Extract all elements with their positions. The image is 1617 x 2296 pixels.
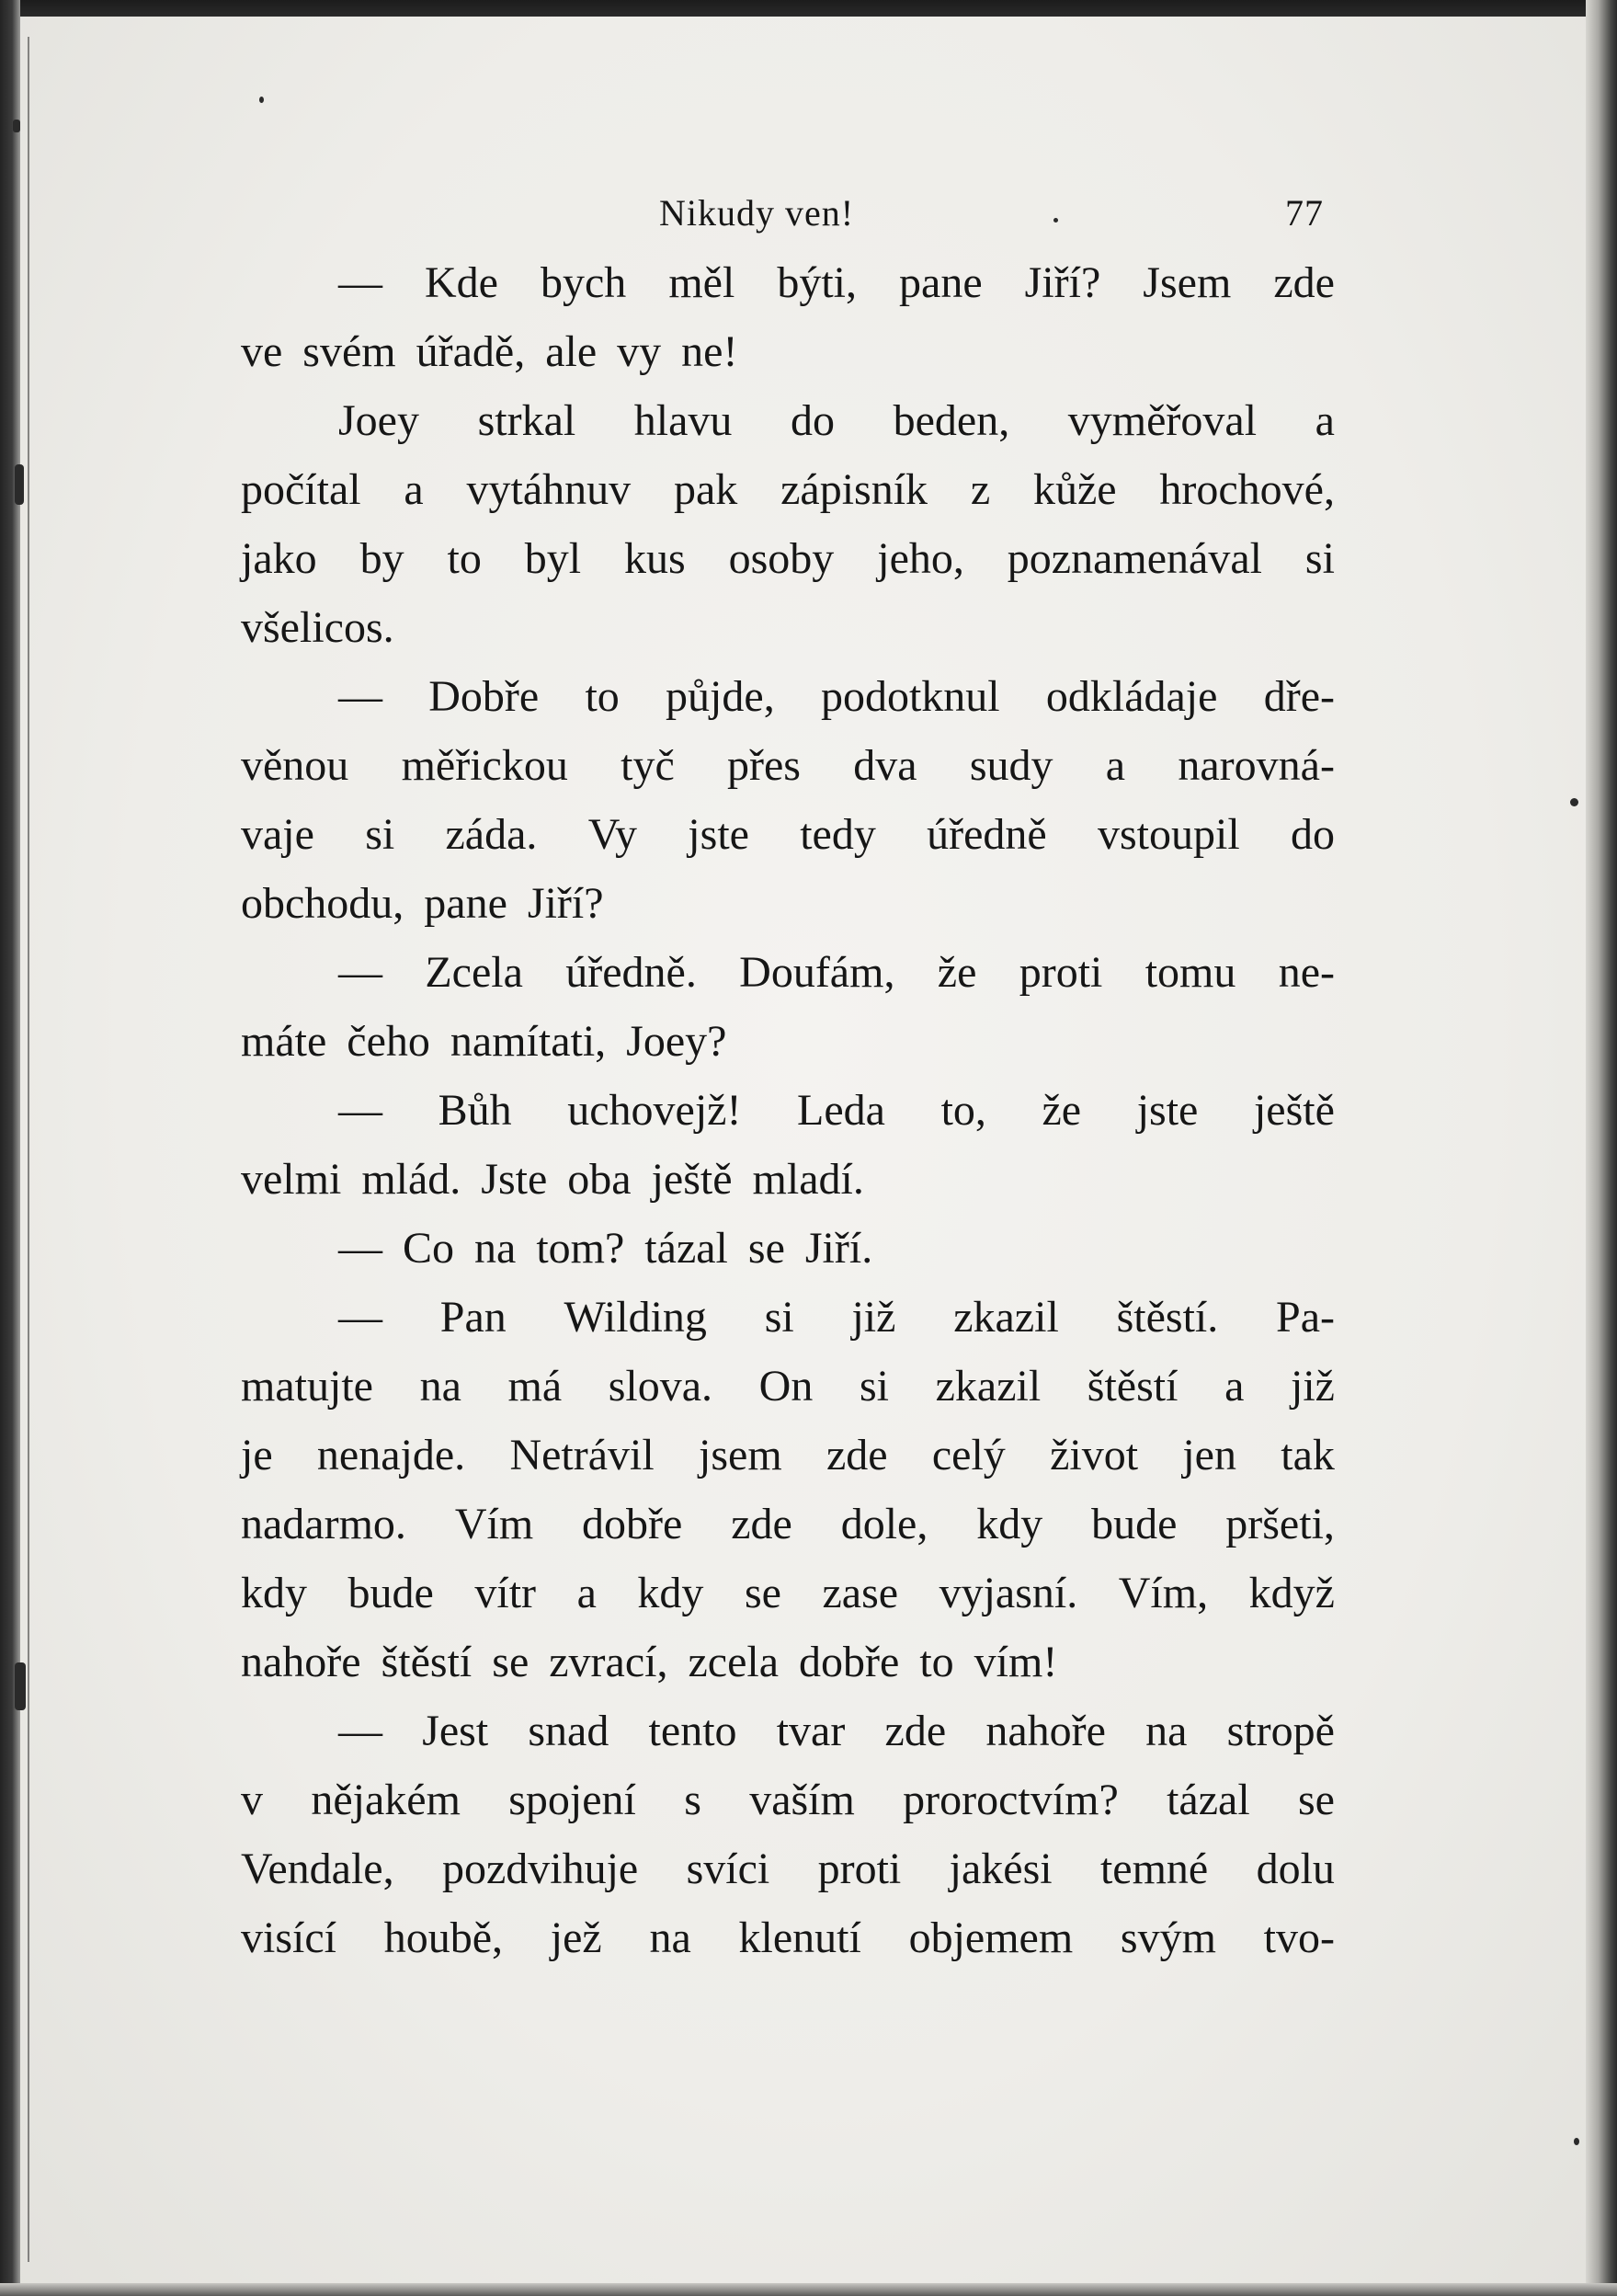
scan-edge-bottom (0, 2283, 1617, 2296)
text-line: matujte na má slova. On si zkazil štěstí a již (241, 1362, 1335, 1411)
text-line: nahoře štěstí se zvrací, zcela dobře to vím! (241, 1638, 1058, 1686)
margin-mark (15, 464, 24, 505)
text-line: velmi mlád. Jste oba ještě mladí. (241, 1155, 864, 1204)
text-line: kdy bude vítr a kdy se zase vyjasní. Vím, když (241, 1569, 1335, 1617)
text-line: Joey strkal hlavu do beden, vyměřoval a (338, 396, 1335, 445)
text-line: Vendale, pozdvihuje svíci proti jakési temné dolu (241, 1845, 1335, 1893)
dust-speck (259, 97, 264, 103)
text-line: — Dobře to půjde, podotknul odkládaje dře- (338, 672, 1335, 721)
text-line: nadarmo. Vím dobře zde dole, kdy bude pršeti, (241, 1500, 1335, 1548)
text-line: — Jest snad tento tvar zde nahoře na stropě (338, 1707, 1335, 1755)
text-line: — Zcela úředně. Doufám, že proti tomu ne- (338, 948, 1335, 997)
scan-edge-left (0, 0, 20, 2296)
text-line: — Kde bych měl býti, pane Jiří? Jsem zde (338, 258, 1335, 307)
text-line: obchodu, pane Jiří? (241, 879, 604, 928)
text-line: máte čeho namítati, Joey? (241, 1017, 727, 1066)
body-text (241, 248, 1335, 1972)
text-line: v nějakém spojení s vaším proroctvím? tázal se (241, 1776, 1335, 1824)
scan-edge-top (0, 0, 1617, 17)
text-line: visící houbě, jež na klenutí objemem svým tvo- (241, 1913, 1335, 1962)
margin-mark (13, 120, 20, 132)
text-line: je nenajde. Netrávil jsem zde celý život jen tak (241, 1431, 1335, 1479)
page-header (241, 184, 1335, 248)
page-text (241, 184, 1335, 1972)
text-line: počítal a vytáhnuv pak zápisník z kůže hrochové, (241, 465, 1335, 514)
text-line: — Pan Wilding si již zkazil štěstí. Pa- (338, 1293, 1335, 1342)
margin-mark (15, 1662, 26, 1710)
dust-speck (1570, 798, 1578, 806)
text-line: jako by to byl kus osoby jeho, poznamenával si (241, 534, 1335, 583)
text-line: všelicos. (241, 603, 394, 652)
text-line: vaje si záda. Vy jste tedy úředně vstoupil do (241, 810, 1335, 859)
binding-shadow-line (28, 37, 29, 2262)
page-number: 77 (1285, 192, 1324, 234)
text-line: ve svém úřadě, ale vy ne! (241, 327, 738, 376)
text-line: — Co na tom? tázal se Jiří. (338, 1224, 873, 1273)
text-line: věnou měřickou tyč přes dva sudy a narovná- (241, 741, 1335, 790)
scan-edge-right (1586, 0, 1617, 2296)
dust-speck (1574, 2138, 1579, 2145)
text-line: — Bůh uchovejž! Leda to, že jste ještě (338, 1086, 1335, 1135)
running-title: Nikudy ven! (659, 192, 855, 234)
